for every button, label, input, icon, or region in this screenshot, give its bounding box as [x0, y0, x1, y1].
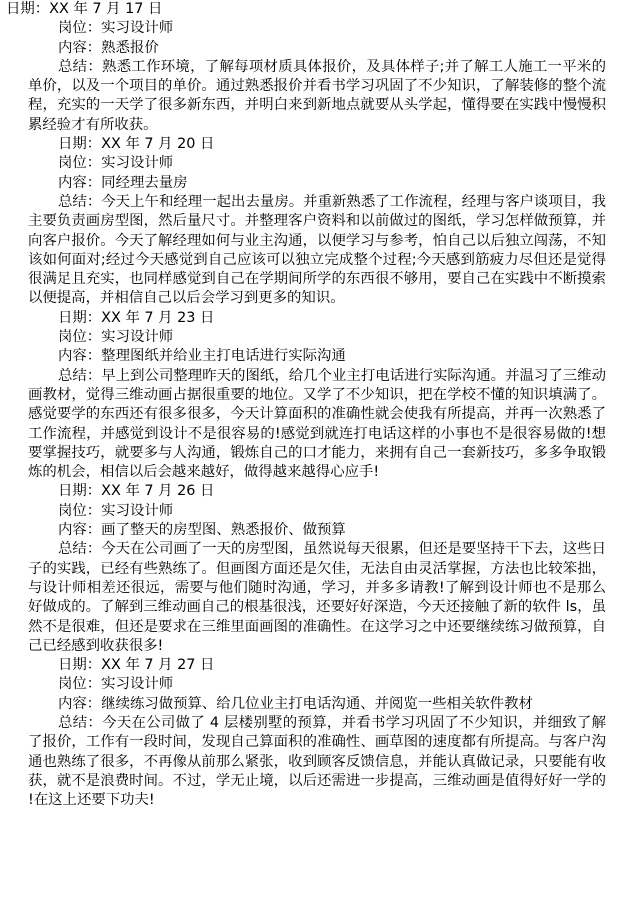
entry-summary: 总结：今天上午和经理一起出去量房。并重新熟悉了工作流程，经理与客户谈项目，我主要负责画房型图，然后量尺寸。并整理客户资料和以前做过的图纸，学习怎样做预算，并向客户报价。今天了解经理如何与业主沟通，以便学习与参考，怕自己以后独立闯荡，不知该如何面对;经过今天感觉到自己应该可以独立完成整个过程;今天感到筋疲力尽但还是觉得很满足且充实，也同样感觉到自己在学期间所学的东西很不够用，要自己在实践中不断摸索以便提高，并相信自己以后会学习到更多的知识。 — [28, 193, 606, 307]
entry-content: 内容：同经理去量房 — [58, 174, 188, 191]
entry-summary: 总结：今天在公司画了一天的房型图，虽然说每天很累，但还是要坚持干下去，这些日子的实践，已经有些熟练了。但画图方面还是欠佳，无法自由灵活掌握，方法也比较笨拙，与设计师相差还很远，需要与他们随时沟通，学习，并多多请教!了解到设计师也不是那么好做成的。了解到三维动画自己的根基很浅，还要好好深造，今天还接触了新的软件 ls，虽然不是很难，但还是要求在三维里面画图的准确性。在这学习之中还要继续练习做预算，自己已经感到收获很多! — [28, 541, 606, 654]
entry-date: 日期：XX 年 7 月 20 日 — [58, 136, 215, 153]
entry-position: 岗位：实习设计师 — [58, 155, 174, 172]
entry-content: 内容：画了整天的房型图、熟悉报价、做预算 — [58, 522, 346, 539]
entry-content: 内容：继续练习做预算、给几位业主打电话沟通、并阅览一些相关软件教材 — [58, 695, 533, 712]
journal-entry-jul-20 — [0, 135, 618, 309]
journal-entry-jul-17 — [0, 0, 618, 135]
journal-entry-jul-23 — [0, 309, 618, 483]
entry-date: 日期：XX 年 7 月 26 日 — [58, 483, 215, 500]
entry-summary: 总结：熟悉工作环境，了解每项材质具体报价，及具体样子;并了解工人施工一平米的单价，以及一个项目的单价。通过熟悉报价并看书学习巩固了不少知识，了解装修的整个流程，充实的一天学了很多新东西，并明白来到新地点就要从头学起，懂得要在实践中慢慢积累经验才有所收获。 — [28, 58, 606, 133]
entry-position: 岗位：实习设计师 — [58, 676, 174, 693]
journal-entry-jul-26 — [0, 482, 618, 656]
entry-position: 岗位：实习设计师 — [58, 502, 174, 519]
entry-summary: 总结：今天在公司做了 4 层楼别墅的预算，并看书学习巩固了不少知识，并细致了解了报价，工作有一段时间，发现自己算面积的准确性、画草图的速度都有所提高。与客户沟通也熟练了很多，不再像从前那么紧张，收到顾客反馈信息，并能认真做记录，只要能有收获，就不是浪费时间。不过，学无止境，以后还需进一步提高，三维动画是值得好好一学的!在这上还要下功夫! — [28, 714, 606, 809]
entry-summary: 总结：早上到公司整理昨天的图纸，给几个业主打电话进行实际沟通。并温习了三维动画教材，觉得三维动画占据很重要的地位。又学了不少知识，把在学校不懂的知识填满了。感觉要学的东西还有很多很多，今天计算面积的准确性就会使我有所提高，并再一次熟悉了工作流程，并感觉到设计不是很容易的!感觉到就连打电话这样的小事也不是很容易做的!想要掌握技巧，就要多与人沟通，锻炼自己的口才能力，来拥有自己一套新技巧，多多争取锻炼的机会，相信以后会越来越好，做得越来越得心应手! — [28, 367, 606, 481]
entry-date: 日期：XX 年 7 月 27 日 — [58, 657, 215, 674]
entry-content: 内容：整理图纸并给业主打电话进行实际沟通 — [58, 348, 346, 365]
entry-position: 岗位：实习设计师 — [58, 20, 174, 37]
entry-content: 内容：熟悉报价 — [58, 39, 159, 56]
entry-date: 日期：XX 年 7 月 23 日 — [58, 309, 215, 326]
journal-entry-jul-27 — [0, 656, 618, 810]
entry-date: 日期：XX 年 7 月 17 日 — [6, 1, 163, 17]
entry-position: 岗位：实习设计师 — [58, 329, 174, 346]
